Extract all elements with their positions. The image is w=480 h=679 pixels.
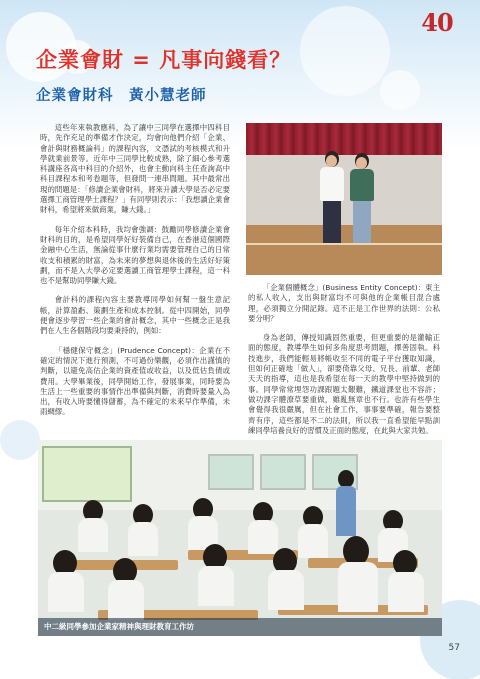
classroom-window bbox=[208, 454, 254, 490]
paragraph: 「穩健保守概念」(Prudence Concept)：企業在不確定的情況下進行預測，不可過份樂觀，必須作出謹慎的判斷，以避免高估企業的資產值或收益，以及低估負債或費用。大學畢業後，同學開始工作，發展事業，同時要為生活上一些重要的事情作出準備與判斷，消費時要量入為出，有收入時要懂得儲蓄，為不確定的未來早作準備，未雨綢繆。 bbox=[40, 345, 230, 417]
paragraph: 「企業個體概念」(Business Entity Concept)：東主的私人收入，支出與財富均不可與他的企業帳目混合處理，必須獨立分開記錄。這不正是工作世界的法則：公私要分明？ bbox=[248, 283, 440, 323]
page-number: 57 bbox=[448, 643, 460, 653]
paragraph: 每年介紹本科時，我均會強調：鼓勵同學修讀企業會財科的目的，是希望同學好好裝備自己，在香港這個國際金融中心生活，無論從事什麼行業均需要管理自己的日常收支和積累的財富，為未來的夢想與退休後的生活好好策劃，而不是入大學必定要選讀工商管理學士課程，這一科也不是幫助同學賺大錢。 bbox=[40, 224, 230, 286]
article-author: 企業會財科 黃小慧老師 bbox=[36, 88, 207, 104]
stage-curtain bbox=[246, 123, 442, 155]
teachers-photo bbox=[246, 123, 442, 275]
left-column bbox=[40, 123, 230, 427]
decorative-bubble bbox=[300, 6, 390, 96]
paragraph: 身為老師，傳授知識固然重要，但更重要的是灌輸正面的態度，教導學生如何多角度思考問題，擇善固執。科技進步，我們能輕易將帳收至不同的電子平台獲取知識，但如何正確地「做人」，卻要倚靠父母、兄長、前輩、老師天天的指導，這也是我希望在每一天的教學中堅持做到的事。同學常常埋怨功課跟題太艱難，鐵道課堂也不容許；做功課字體潦草要重做，雖亂無章也不行。也許有些學生會覺得我很嚴厲，但在社會工作，事事要準確，報告要整齊有序，這些都是不二的法則，所以我一直希望能早點訓練同學培養良好的習慣及正面的態度，在此與大家共勉。 bbox=[248, 333, 440, 435]
floor-line bbox=[246, 243, 442, 245]
paragraph: 會計科的課程內容主要教導同學如何幫一盤生意記帳，計算盈虧、策劃生產和成本控制。從中四開始，同學便會逐步學習一些企業的會計概念，其中一些概念正是我們在人生各個階段均要秉持的，例如： bbox=[40, 295, 230, 336]
logo-number: 40 bbox=[421, 8, 453, 37]
photo-caption: 中二級同學參加企業家精神與理財教育工作坊 bbox=[38, 618, 442, 636]
decorative-bubble bbox=[0, 420, 40, 460]
decorative-bubble bbox=[380, 70, 420, 110]
stage-floor bbox=[246, 225, 442, 275]
classroom-window bbox=[260, 454, 306, 490]
article-title: 企業會財 = 凡事向錢看？ bbox=[36, 48, 292, 72]
notice-board bbox=[42, 446, 132, 502]
paragraph: 這些年來執教應科，為了讓中三同學在選擇中四科目時，先作充足的準備才作決定，均會向他們介紹「企業、會計與財務概論科」的課程內容，文憑試的考核模式和升學就業前景等。近年中三同學比較成熟，除了細心參考選科講座各高中科目的介紹外，也會主動向科主任查詢高中科目課程本和考卷題等，但發問一連串問題。其中最常出現的問題是：「修讀企業會財科，將來升讀大學是否必定要選擇工商管理學士課程？」有同學則表示：「我想讀企業會財科，希望將來做商業，賺大錢。」 bbox=[40, 123, 230, 215]
hall-wall bbox=[246, 155, 442, 225]
anniversary-logo bbox=[412, 10, 462, 46]
right-column bbox=[248, 283, 440, 445]
classroom-photo bbox=[38, 440, 442, 636]
